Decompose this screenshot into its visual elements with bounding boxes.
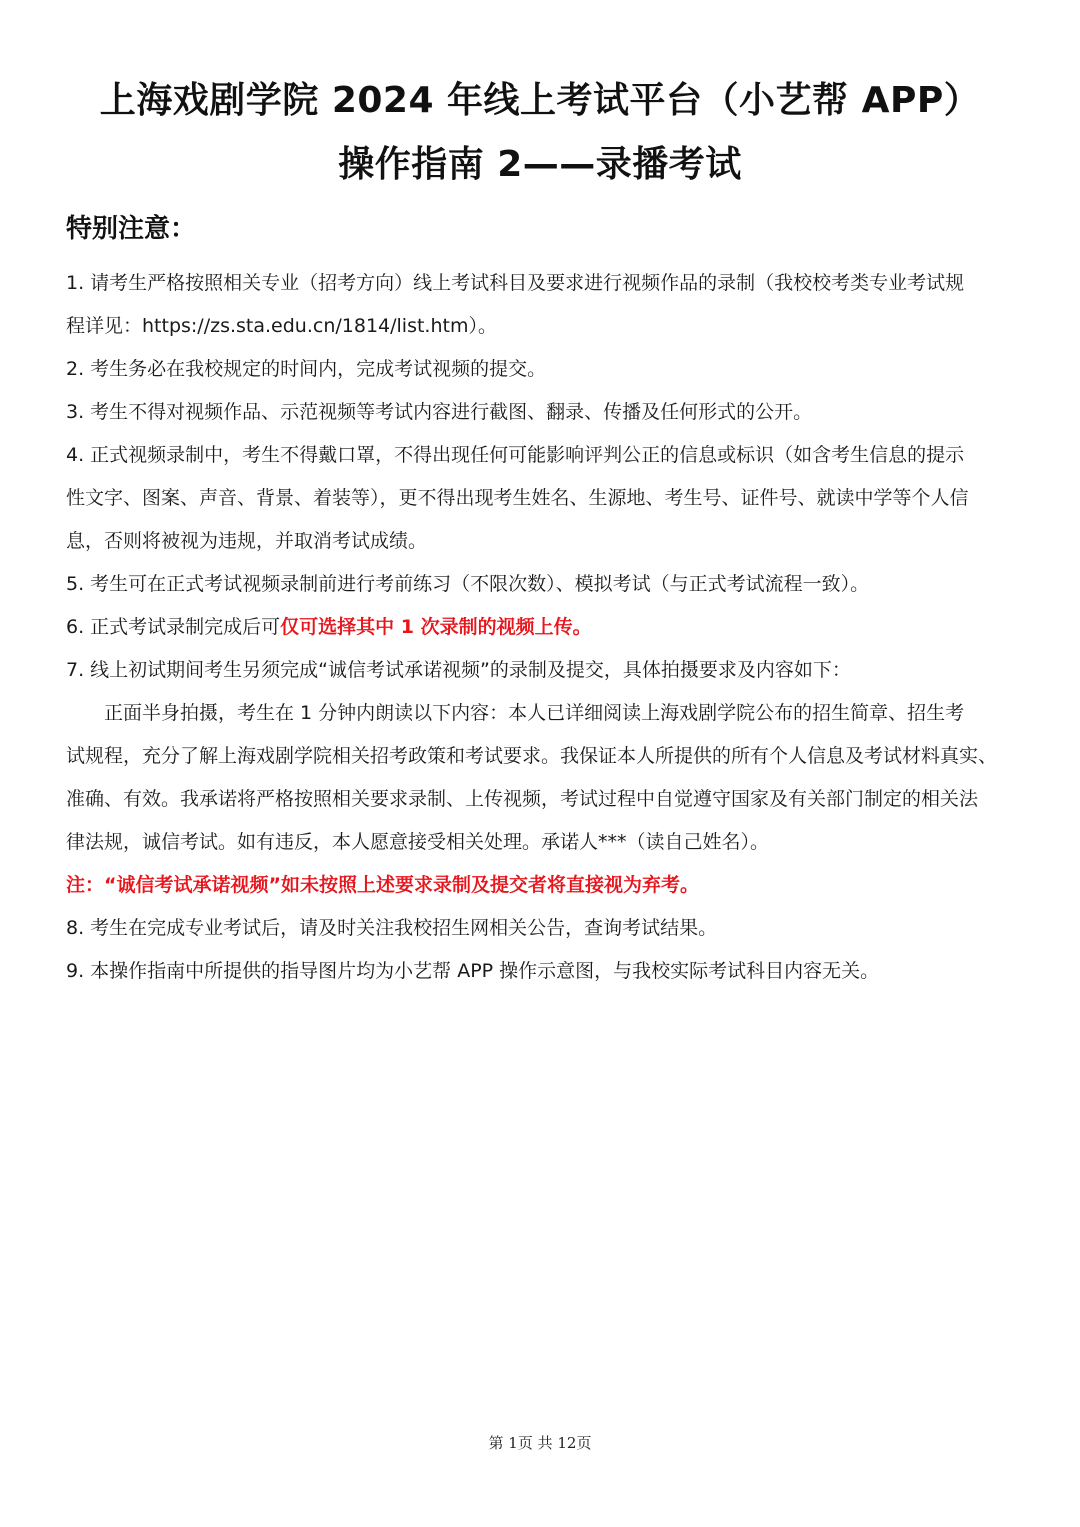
notice-item-6: [66, 612, 592, 639]
page-number-footer: 第 1页 共 12页: [488, 1434, 592, 1452]
notice-item-4-line-1: 4. 正式视频录制中，考生不得戴口罩，不得出现任何可能影响评判公正的信息或标识（如含考生信息的提示: [66, 444, 965, 466]
document-title-line-1: 上海戏剧学院 2024 年线上考试平台（小艺帮 APP）: [99, 80, 981, 121]
pledge-paragraph-line-1: 正面半身拍摄，考生在 1 分钟内朗读以下内容：本人已详细阅读上海戏剧学院公布的招生简章、招生考: [104, 702, 965, 724]
pledge-paragraph-line-4: 律法规，诚信考试。如有违反，本人愿意接受相关处理。承诺人***（读自己姓名）。: [66, 831, 770, 853]
notice-item-1-line-1: 1. 请考生严格按照相关专业（招考方向）线上考试科目及要求进行视频作品的录制（我校校考类专业考试规: [66, 272, 965, 294]
notice-item-6-text: 6. 正式考试录制完成后可: [66, 616, 281, 638]
notice-item-2: 2. 考生务必在我校规定的时间内，完成考试视频的提交。: [66, 358, 547, 380]
notice-item-7: 7. 线上初试期间考生另须完成“诚信考试承诺视频”的录制及提交，具体拍摄要求及内容如下：: [66, 659, 851, 681]
pledge-paragraph-line-3: 准确、有效。我承诺将严格按照相关要求录制、上传视频，考试过程中自觉遵守国家及有关部门制定的相关法: [66, 788, 979, 810]
notice-item-3: 3. 考生不得对视频作品、示范视频等考试内容进行截图、翻录、传播及任何形式的公开。: [66, 401, 813, 423]
notice-item-9: 9. 本操作指南中所提供的指导图片均为小艺帮 APP 操作示意图，与我校实际考试科目内容无关。: [66, 960, 880, 982]
notice-item-8: 8. 考生在完成专业考试后，请及时关注我校招生网相关公告，查询考试结果。: [66, 917, 718, 939]
pledge-paragraph-line-2: 试规程，充分了解上海戏剧学院相关招考政策和考试要求。我保证本人所提供的所有个人信息及考试材料真实、: [66, 745, 998, 767]
notice-item-4-line-2: 性文字、图案、声音、背景、着装等），更不得出现考生姓名、生源地、考生号、证件号、就读中学等个人信: [66, 487, 969, 509]
notice-item-4-line-3: 息，否则将被视为违规，并取消考试成绩。: [66, 530, 428, 552]
notice-item-6-highlight: 仅可选择其中 1 次录制的视频上传。: [280, 616, 592, 638]
special-notice-heading: 特别注意：: [66, 214, 197, 244]
notice-item-1-line-2: 程详见：https://zs.sta.edu.cn/1814/list.htm）。: [66, 315, 497, 337]
document-title-line-2: 操作指南 2——录播考试: [338, 144, 742, 185]
notice-item-5: 5. 考生可在正式考试视频录制前进行考前练习（不限次数）、模拟考试（与正式考试流程一致）。: [66, 573, 870, 595]
pledge-warning-note: 注：“诚信考试承诺视频”如未按照上述要求录制及提交者将直接视为弃考。: [66, 874, 699, 896]
